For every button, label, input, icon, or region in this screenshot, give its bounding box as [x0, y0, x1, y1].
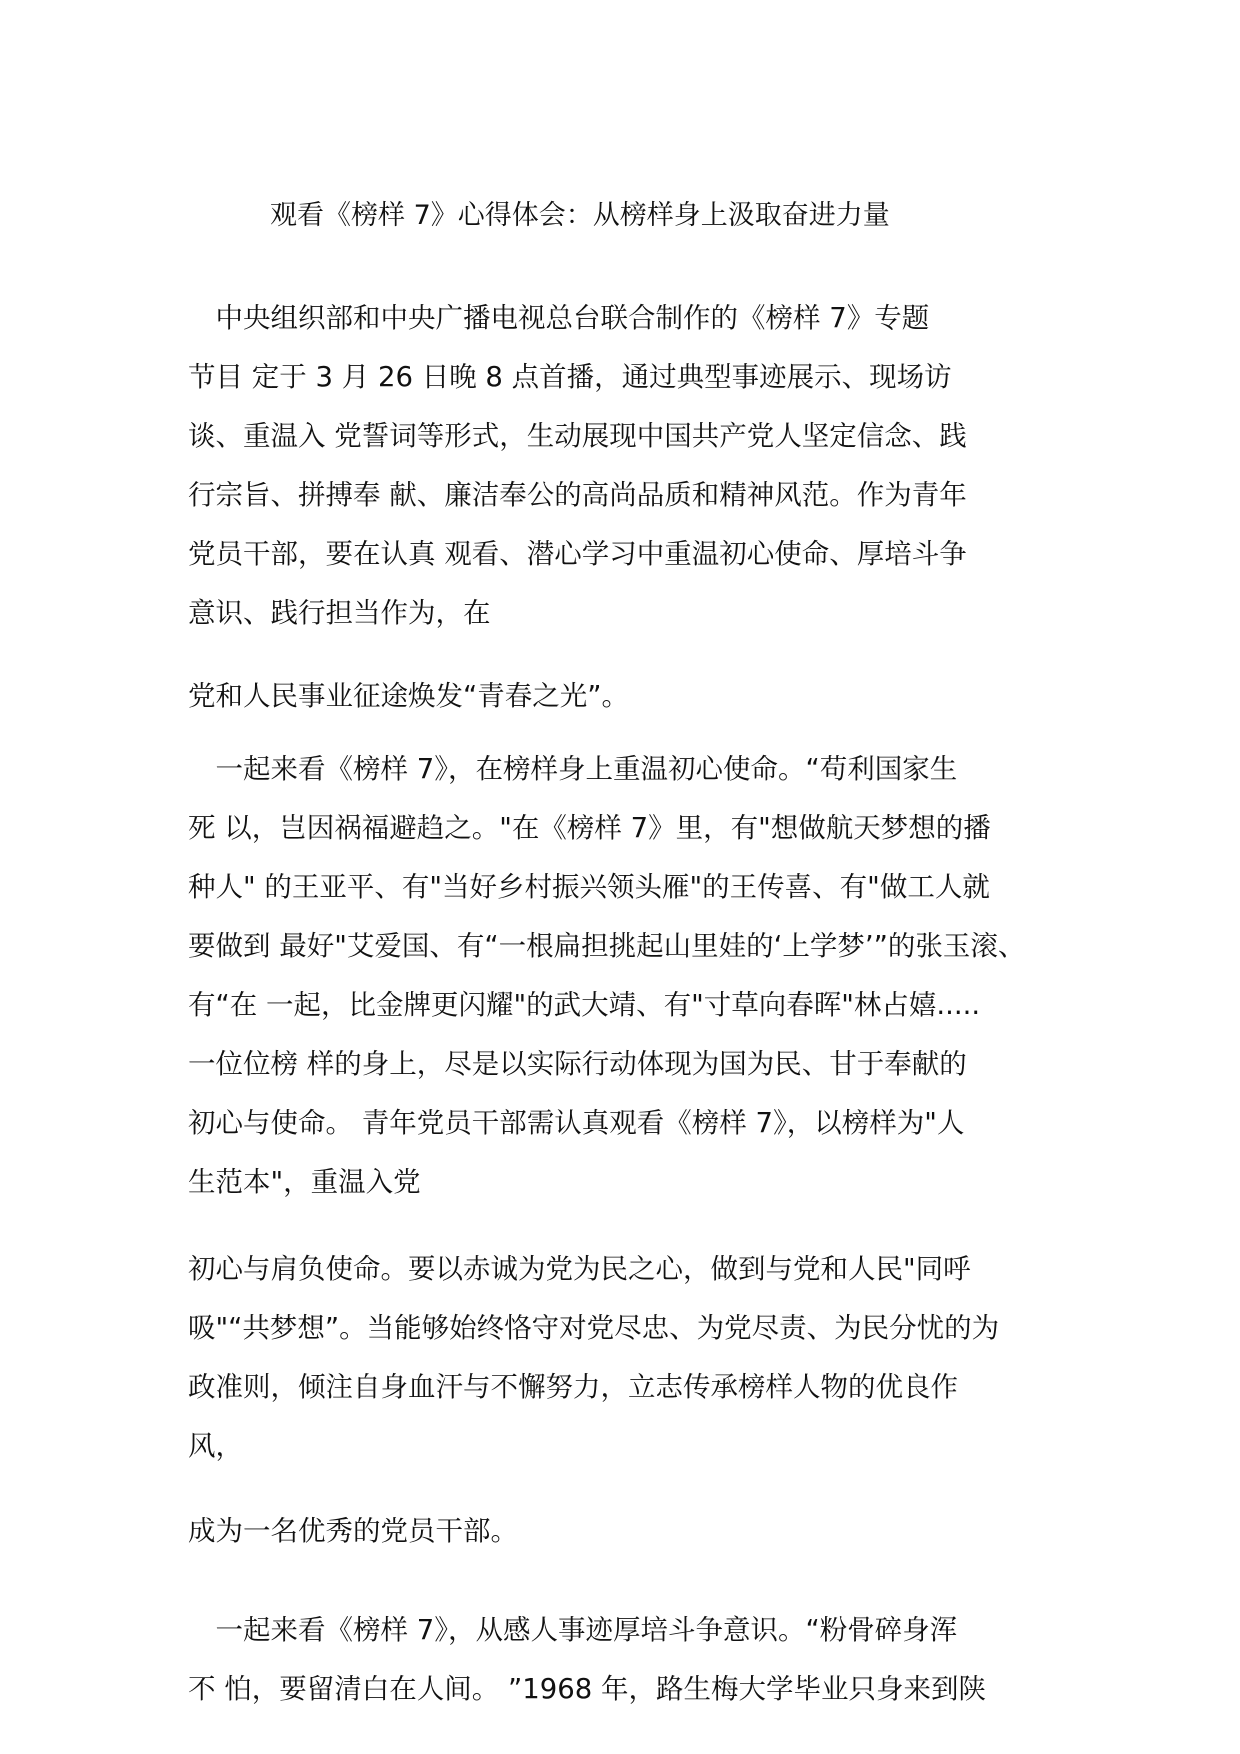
document-title: 观看《榜样 7》心得体会：从榜样身上汲取奋进力量: [270, 200, 890, 231]
paragraph-line: 一起来看《榜样 7》，从感人事迹厚培斗争意识。“粉骨碎身浑: [188, 1614, 958, 1646]
paragraph-line: 死 以，岂因祸福避趋之。"在《榜样 7》里，有"想做航天梦想的播: [188, 812, 991, 844]
paragraph-line: 意识、践行担当作为，在: [188, 597, 491, 629]
paragraph-line: 风，: [188, 1430, 243, 1462]
paragraph-line: 党和人民事业征途焕发“青春之光”。: [188, 680, 629, 712]
paragraph-line: 节目 定于 3 月 26 日晚 8 点首播，通过典型事迹展示、现场访: [188, 361, 952, 393]
paragraph-line: 有“在 一起，比金牌更闪耀"的武大靖、有"寸草向春晖"林占嬉.....: [188, 989, 981, 1021]
paragraph-line: 成为一名优秀的党员干部。: [188, 1515, 518, 1547]
paragraph-line: 生范本"，重温入党: [188, 1166, 421, 1198]
paragraph-line: 行宗旨、拼搏奉 献、廉洁奉公的高尚品质和精神风范。作为青年: [188, 479, 967, 511]
paragraph-line: 不 怕，要留清白在人间。 ”1968 年，路生梅大学毕业只身来到陕: [188, 1673, 986, 1705]
paragraph-line: 党员干部，要在认真 观看、潜心学习中重温初心使命、厚培斗争: [188, 538, 967, 570]
paragraph-line: 种人" 的王亚平、有"当好乡村振兴领头雁"的王传喜、有"做工人就: [188, 871, 990, 903]
paragraph-line: 中央组织部和中央广播电视总台联合制作的《榜样 7》专题: [188, 302, 930, 334]
paragraph-line: 谈、重温入 党誓词等形式，生动展现中国共产党人坚定信念、践: [188, 420, 967, 452]
paragraph-line: 初心与肩负使命。要以赤诚为党为民之心，做到与党和人民"同呼: [188, 1253, 971, 1285]
paragraph-line: 一位位榜 样的身上，尽是以实际行动体现为国为民、甘于奉献的: [188, 1048, 967, 1080]
paragraph-line: 吸"“共梦想”。当能够始终恪守对党尽忠、为党尽责、为民分忧的为: [188, 1312, 1000, 1344]
paragraph-line: 一起来看《榜样 7》，在榜样身上重温初心使命。“苟利国家生: [188, 753, 958, 785]
paragraph-line: 政准则，倾注自身血汗与不懈努力，立志传承榜样人物的优良作: [188, 1371, 958, 1403]
paragraph-line: 初心与使命。 青年党员干部需认真观看《榜样 7》，以榜样为"人: [188, 1107, 965, 1139]
paragraph-line: 要做到 最好"艾爱国、有“一根扁担挑起山里娃的‘上学梦’”的张玉滚、: [188, 930, 1026, 962]
